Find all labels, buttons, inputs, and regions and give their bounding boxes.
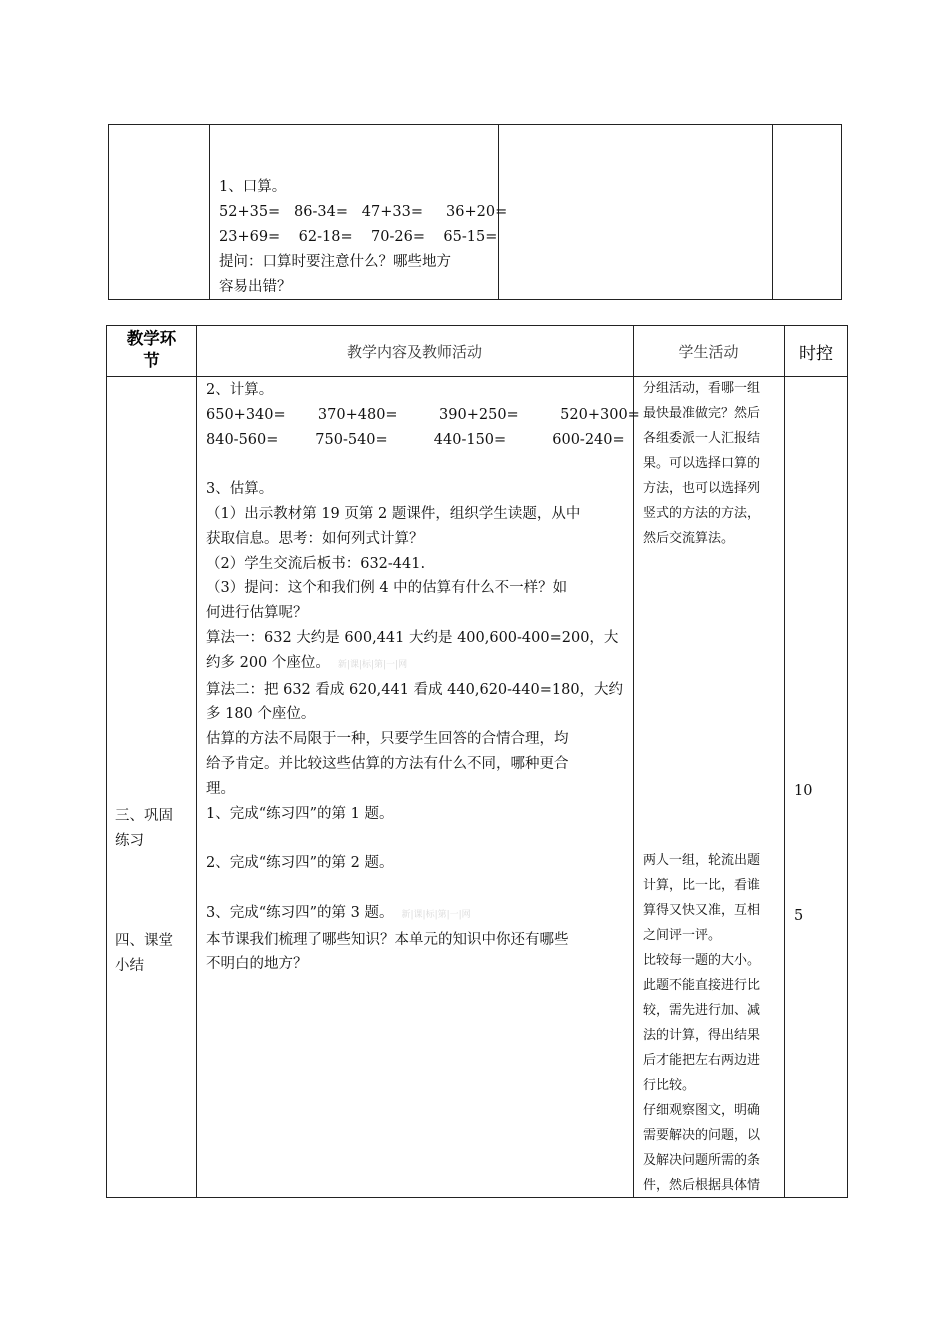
header-section: 教学环 节 xyxy=(126,329,177,370)
content-line: 1、口算。 xyxy=(219,179,287,195)
student-line: 竖式的方法的方法， xyxy=(643,506,761,521)
content-line: 提问：口算时要注意什么？哪些地方 xyxy=(219,254,451,270)
content-line: 650+340= 370+480= 390+250= 520+300= xyxy=(206,406,640,423)
student-line: 需要解决的问题，以 xyxy=(643,1128,761,1143)
section-summary: 四、课堂 小结 xyxy=(115,933,173,974)
student-line: 之间评一评。 xyxy=(643,928,722,943)
content-line xyxy=(206,876,631,901)
content-line: 估算的方法不局限于一种，只要学生回答的合情合理，均 xyxy=(206,731,569,748)
content-line: 约多 200 个座位。 新|课|标|第|一|网 xyxy=(206,654,408,671)
student-line: 较，需先进行加、减 xyxy=(643,1003,761,1018)
content-line: 840-560= 750-540= 440-150= 600-240= xyxy=(206,431,625,448)
student-line: 后才能把左右两边进 xyxy=(643,1053,761,1068)
content-line: 2、计算。 xyxy=(206,382,274,398)
watermark-text: 新|课|标|第|一|网 xyxy=(337,659,408,670)
lesson-table-main xyxy=(106,325,848,1198)
student-line: 然后交流算法。 xyxy=(643,531,735,546)
time-consolidate: 10 xyxy=(794,783,813,799)
time-summary: 5 xyxy=(794,908,804,924)
student-line: 及解决问题所需的条 xyxy=(643,1153,761,1168)
content-line xyxy=(206,826,631,851)
student-line: 方法，也可以选择列 xyxy=(643,481,761,496)
student-line: 件，然后根据具体情 xyxy=(643,1178,761,1193)
content-line: 1、完成“练习四”的第 1 题。 xyxy=(206,805,394,822)
section-consolidate: 三、巩固 练习 xyxy=(115,808,173,849)
content-line: 何进行估算呢？ xyxy=(206,605,308,622)
student-line: 法的计算，得出结果 xyxy=(643,1028,761,1043)
content-line: （2）学生交流后板书：632-441. xyxy=(206,555,426,572)
header-content: 教学内容及教师活动 xyxy=(346,343,482,361)
student-line: 分组活动，看哪一组 xyxy=(643,381,761,396)
content-line: 不明白的地方？ xyxy=(206,956,308,973)
student-line: 行比较。 xyxy=(643,1078,696,1093)
lesson-table-top xyxy=(108,124,842,300)
content-line: 理。 xyxy=(206,780,235,797)
content-line: 算法二：把 632 看成 620,441 看成 440,620-440=180，大约 xyxy=(206,681,624,698)
student-line: 比较每一题的大小。 xyxy=(643,953,761,968)
content-line: 给予肯定。并比较这些估算的方法有什么不同，哪种更合 xyxy=(206,755,569,772)
content-line: 23+69= 62-18= 70-26= 65-15= xyxy=(219,229,498,245)
student-line: 此题不能直接进行比 xyxy=(643,978,761,993)
student-line: 计算，比一比，看谁 xyxy=(643,878,761,893)
content-line: （3）提问：这个和我们例 4 中的估算有什么不一样？如 xyxy=(206,580,568,597)
content-line: 3、估算。 xyxy=(206,481,274,498)
watermark-text: 新|课|标|第|一|网 xyxy=(401,909,471,920)
content-line: 2、完成“练习四”的第 2 题。 xyxy=(206,855,394,872)
teaching-content xyxy=(206,378,640,977)
content-line: 容易出错？ xyxy=(219,279,292,295)
student-line: 果。可以选择口算的 xyxy=(643,456,761,471)
student-line: 仔细观察图文，明确 xyxy=(643,1103,761,1118)
content-line: 3、完成“练习四”的第 3 题。 新|课|标|第|一|网 xyxy=(206,904,471,921)
content-line: 算法一：632 大约是 600,441 大约是 400,600-400=200，大 xyxy=(206,629,619,646)
content-line: 多 180 个座位。 xyxy=(206,706,316,723)
content-line: 本节课我们梳理了哪些知识？本单元的知识中你还有哪些 xyxy=(206,931,569,948)
content-line: （1）出示教材第 19 页第 2 题课件，组织学生读题，从中 xyxy=(206,505,581,522)
content-line xyxy=(206,452,631,477)
student-line: 最快最准做完？然后 xyxy=(643,406,761,421)
student-line: 各组委派一人汇报结 xyxy=(643,431,761,446)
student-activity-pairs xyxy=(643,848,783,1198)
content-line: 获取信息。思考：如何列式计算？ xyxy=(206,530,424,547)
student-line: 两人一组，轮流出题 xyxy=(643,853,761,868)
content-line: 52+35= 86-34= 47+33= 36+20= xyxy=(219,204,508,220)
student-activity-group xyxy=(643,376,783,551)
oral-calc-content xyxy=(219,175,508,300)
header-student-activity: 学生活动 xyxy=(678,343,739,361)
student-line: 算得又快又准，互相 xyxy=(643,903,761,918)
header-time: 时控 xyxy=(799,344,833,364)
